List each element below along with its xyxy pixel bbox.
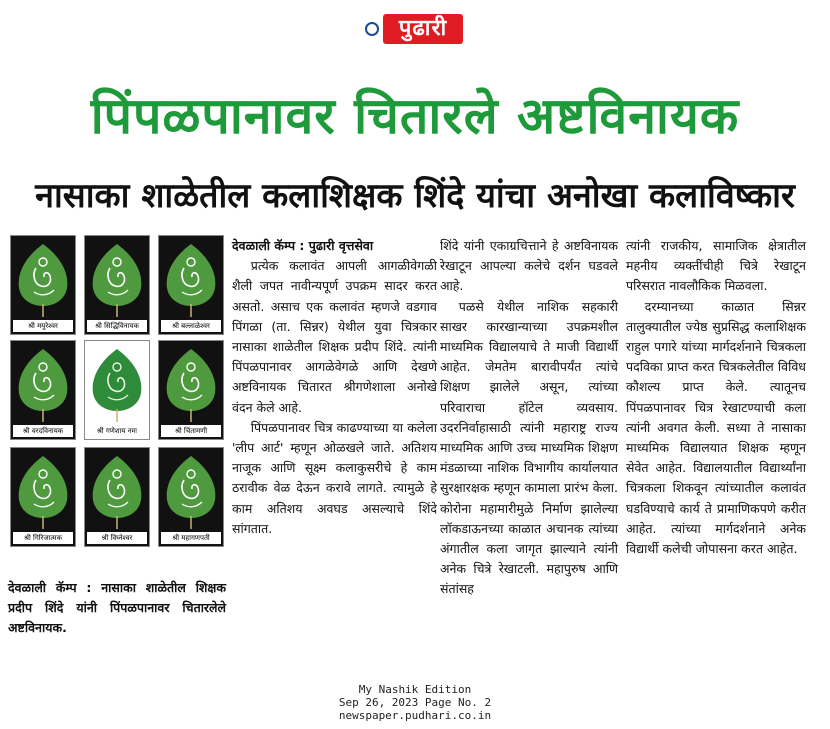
newspaper-logo[interactable]: पुढारी	[383, 14, 463, 44]
article-column-3	[626, 236, 806, 559]
peepal-leaf-icon	[14, 452, 72, 530]
paragraph: पिंपळपानावर चित्र काढण्याच्या या कलेला 'लीप आर्ट' म्हणून ओळखले जाते. अतिशय नाजूक आणि सूक्ष्म कलाकुसरीचे हे काम ठरावीक वेळ देऊन करावे लागते. त्यामुळे हे काम अतिशय अवघड असल्याचे शिंदे सांगतात.	[232, 419, 437, 536]
leaf-photo-caption: श्री चिंतामणी	[161, 425, 221, 437]
footer	[0, 683, 830, 722]
paragraph: शिंदे यांनी एकाग्रचित्ताने हे अष्टविनायक रेखाटून आपल्या कलेचे दर्शन घडवले आहे.	[440, 238, 618, 294]
headline: पिंपळपानावर चितारले अष्टविनायक	[90, 87, 740, 145]
peepal-leaf-icon	[162, 345, 220, 423]
leaf-photo	[84, 447, 150, 547]
photo-caption: देवळाली कॅम्प : नासाका शाळेतील शिक्षक प्रदीप शिंदे यांनी पिंपळपानावर चितारलेले अष्टविनायक.	[8, 580, 226, 635]
leaf-photo-caption: श्री महागणपती	[161, 532, 221, 544]
peepal-leaf-icon	[162, 240, 220, 318]
leaf-photo	[158, 235, 224, 335]
leaf-photo	[10, 340, 76, 440]
leaf-photo	[10, 235, 76, 335]
peepal-leaf-icon	[14, 240, 72, 318]
article-column-2	[440, 236, 618, 600]
paragraph: दरम्यानच्या काळात सिन्नर तालुक्यातील ज्येष्ठ सुप्रसिद्ध कलाशिक्षक राहुल पगारे यांच्या मार्गदर्शनाने चित्रकला पदविका प्राप्त करत चित्रकलेतील विविध कौशल्य प्राप्त केले. त्यातूनच पिंपळपानावर चित्र रेखाटण्याची कला त्यांनी अवगत केली. सध्या ते नासाका माध्यमिक विद्यालयात शिक्षक म्हणून सेवेत आहेत. विद्यालयातील विद्यार्थ्यांना चित्रकला शिकवून त्यांच्यातील कलावंत घडविण्याचे कार्य ते प्रामाणिकपणे करीत आहेत. त्यांच्या मार्गदर्शनाने अनेक विद्यार्थी कलेची जोपासना करत आहेत.	[626, 298, 806, 557]
peepal-leaf-icon	[88, 240, 146, 318]
footer-url[interactable]: newspaper.pudhari.co.in	[338, 709, 492, 722]
paragraph: प्रत्येक कलावंत आपली आगळीवेगळी शैली जपत नावीन्यपूर्ण उपक्रम सादर करत असतो. असाच एक कलावंत म्हणजे वडगाव पिंगळा (ता. सिन्नर) येथील युवा चित्रकार नासाका शाळेतील शिक्षक प्रदीप शिंदे. त्यांनी पिंपळपानावर आगळेवेगळे आणि देखणे अष्टविनायक चितारत श्रीगणेशाला अनोखे वंदन केले आहे.	[232, 258, 437, 415]
leaf-photo-caption: श्री गणेशाय नमः	[87, 425, 147, 437]
dateline: देवळाली कॅम्प : पुढारी वृत्तसेवा	[232, 238, 374, 253]
subheadline: नासाका शाळेतील कलाशिक्षक शिंदे यांचा अनोखा कलाविष्कार	[35, 176, 795, 216]
peepal-leaf-icon	[88, 345, 146, 423]
article-column-1	[232, 236, 437, 539]
leaf-photo	[158, 447, 224, 547]
leaf-photo-caption: श्री बल्लाळेश्वर	[161, 320, 221, 332]
paragraph: पळसे येथील नाशिक सहकारी साखर कारखान्याच्या उपक्रमशील माध्यमिक विद्यालयाचे ते माजी विद्यार्थी आहेत. जेमतेम बारावीपर्यंत त्यांचे शिक्षण झालेले असून, त्यांच्या परिवाराचा हॉटेल व्यवसाय. उदरनिर्वाहासाठी त्यांनी महाराष्ट्र राज्य माध्यमिक आणि उच्च माध्यमिक शिक्षण मंडळाच्या नाशिक विभागीय कार्यालयात सुरक्षारक्षक म्हणून कामाला प्रारंभ केला. कोरोना महामारीमुळे निर्माण झालेल्या लॉकडाऊनच्या काळात अचानक त्यांच्या अंगातील कला जागृत झाल्याने त्यांनी अनेक चित्रे रेखाटली. महापुरुष आणि संतांसह	[440, 298, 618, 597]
peepal-leaf-icon	[88, 452, 146, 530]
leaf-photo-caption: श्री मयुरेश्वर	[13, 320, 73, 332]
leaf-photo	[84, 235, 150, 335]
footer-date-page: Sep 26, 2023 Page No. 2	[338, 696, 492, 709]
emblem-icon	[365, 22, 379, 36]
leaf-photo	[84, 340, 150, 440]
leaf-photo-caption: श्री वरदविनायक	[13, 425, 73, 437]
peepal-leaf-icon	[162, 452, 220, 530]
leaf-photo-caption: श्री गिरिजात्मक	[13, 532, 73, 544]
photo-grid	[10, 235, 220, 580]
masthead	[365, 6, 465, 46]
leaf-photo-caption: श्री विघ्नेश्वर	[87, 532, 147, 544]
peepal-leaf-icon	[14, 345, 72, 423]
footer-edition: My Nashik Edition	[358, 683, 472, 696]
paragraph: त्यांनी राजकीय, सामाजिक क्षेत्रातील महनीय व्यक्तींचीही चित्रे रेखाटून परिसरात नावलौकिक मिळवला.	[626, 238, 806, 294]
leaf-photo	[158, 340, 224, 440]
leaf-photo-caption: श्री सिद्धिविनायक	[87, 320, 147, 332]
leaf-photo	[10, 447, 76, 547]
